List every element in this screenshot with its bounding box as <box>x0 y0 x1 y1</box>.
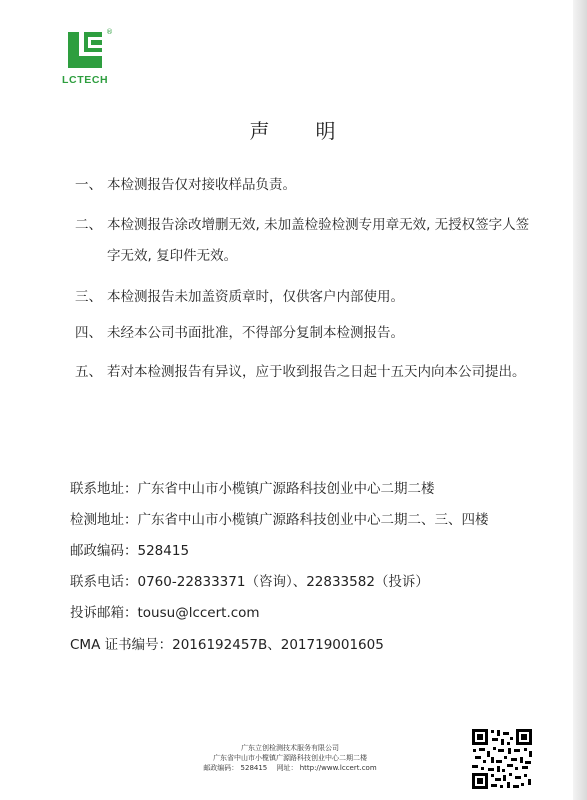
clause-text: 本检测报告未加盖资质章时，仅供客户内部使用。 <box>107 289 404 305</box>
clause-number: 二、 <box>75 217 102 233</box>
clause-1 <box>75 170 535 201</box>
clause-text: 若对本检测报告有异议，应于收到报告之日起十五天内向本公司提出。 <box>107 364 526 380</box>
clause-4 <box>75 318 535 349</box>
company-logo <box>62 30 122 90</box>
clause-text: 未经本公司书面批准，不得部分复制本检测报告。 <box>107 325 404 341</box>
qr-code-icon[interactable] <box>470 727 534 791</box>
footer-company: 广东立创检测技术服务有限公司 <box>241 744 339 752</box>
clause-text: 本检测报告仅对接收样品负责。 <box>107 177 296 193</box>
clause-number: 三、 <box>75 289 102 305</box>
lab-address: 检测地址：广东省中山市小榄镇广源路科技创业中心二期二、三、四楼 <box>70 512 489 528</box>
clause-5 <box>75 357 535 388</box>
footer-address: 广东省中山市小榄镇广源路科技创业中心二期二楼 <box>213 754 367 762</box>
complaint-email[interactable]: 投诉邮箱：tousu@lccert.com <box>70 605 260 621</box>
contact-phone: 联系电话：0760-22833371（咨询）、22833582（投诉） <box>70 574 429 590</box>
registered-mark: ® <box>106 28 113 36</box>
footer-postal-web[interactable]: 邮政编码： 528415 网址： http://www.lccert.com <box>203 764 377 772</box>
clause-number: 五、 <box>75 364 102 380</box>
lctech-logo-icon <box>64 30 104 70</box>
clause-3 <box>75 282 535 313</box>
postcode: 邮政编码：528415 <box>70 543 190 559</box>
clause-text: 本检测报告涂改增删无效, 未加盖检验检测专用章无效, 无授权签字人签字无效, 复印件无效。 <box>107 217 530 264</box>
page-footer <box>190 743 390 773</box>
page-title: 声 明 <box>249 119 338 143</box>
contact-address: 联系地址：广东省中山市小榄镇广源路科技创业中心二期二楼 <box>70 481 435 497</box>
clause-number: 四、 <box>75 325 102 341</box>
logo-text: LCTECH <box>62 74 109 86</box>
clause-number: 一、 <box>75 177 102 193</box>
cma-certificate: CMA 证书编号：2016192457B、201719001605 <box>70 637 384 653</box>
clause-2 <box>75 210 535 272</box>
